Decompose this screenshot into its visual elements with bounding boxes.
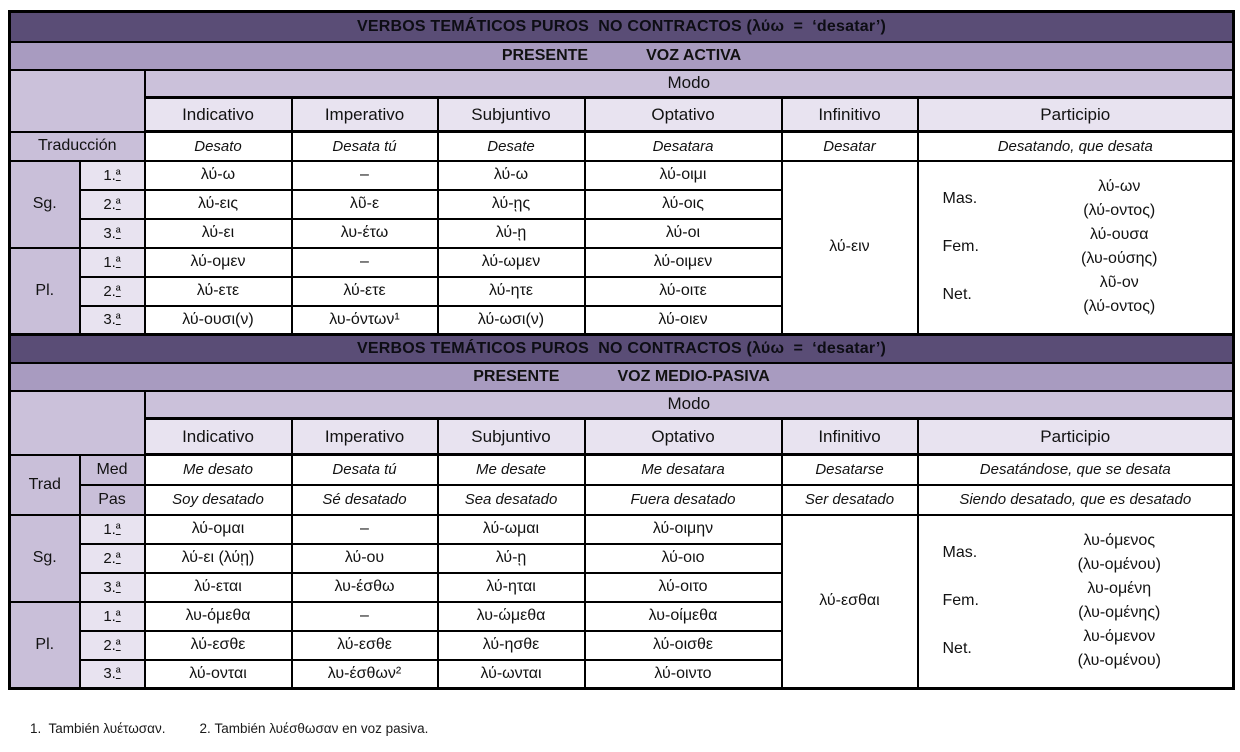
form-cell: λῦ-ε	[292, 190, 438, 219]
form-cell: λυ-έσθων²	[292, 660, 438, 689]
form-cell: λυ-οίμεθα	[585, 602, 782, 631]
form-cell: λύ-οιτο	[585, 573, 782, 602]
form-cell: λύ-οιμεν	[585, 248, 782, 277]
participle-neuter: Net. λυ-όμενον (λυ-ομένου)	[942, 628, 1161, 670]
number-label-pl: Pl.	[10, 602, 80, 689]
footnote	[30, 721, 1232, 736]
translation-cell: Desatara	[585, 132, 782, 161]
translation-cell: Siendo desatado, que es desatado	[918, 485, 1234, 515]
translation-cell: Desatar	[782, 132, 918, 161]
person-label-2: 2.ª	[80, 631, 145, 660]
form-cell: λύ-οις	[585, 190, 782, 219]
form-cell: λύ-ω	[145, 161, 292, 190]
person-label-2: 2.ª	[80, 544, 145, 573]
form-cell: λυ-έσθω	[292, 573, 438, 602]
participle-feminine: Fem. λύ-ουσα (λυ-ούσης)	[942, 226, 1158, 268]
person-label-2: 2.ª	[80, 277, 145, 306]
form-cell: λύ-ου	[292, 544, 438, 573]
corner-cell	[10, 70, 145, 132]
trad-label: Trad	[10, 455, 80, 515]
form-cell: λύ-ει (λύῃ)	[145, 544, 292, 573]
translation-cell: Sea desatado	[438, 485, 585, 515]
present-medio-passive-table	[8, 333, 1235, 690]
person-label-3: 3.ª	[80, 219, 145, 248]
translation-cell: Me desatara	[585, 455, 782, 485]
participio-cell	[918, 515, 1234, 689]
form-cell: λύ-ετε	[292, 277, 438, 306]
col-header-imperativo: Imperativo	[292, 98, 438, 132]
form-cell: λύ-οιντο	[585, 660, 782, 689]
form-cell: λύ-ονται	[145, 660, 292, 689]
med-label: Med	[80, 455, 145, 485]
form-cell: λυ-όμεθα	[145, 602, 292, 631]
participle-masculine: Mas. λύ-ων (λύ-οντος)	[942, 178, 1156, 220]
participle-neuter: Net. λῦ-ον (λύ-οντος)	[942, 274, 1156, 316]
table-title: VERBOS TEMÁTICOS PUROS NO CONTRACTOS (λύω = ‘desatar’)	[10, 335, 1234, 363]
form-cell: λύ-ω	[438, 161, 585, 190]
form-cell: –	[292, 161, 438, 190]
form-cell: λυ-όντων¹	[292, 306, 438, 335]
present-active-table	[8, 10, 1235, 336]
col-header-participio: Participio	[918, 98, 1234, 132]
form-cell: λύ-οιμι	[585, 161, 782, 190]
col-header-participio: Participio	[918, 419, 1234, 455]
tense-voice-subtitle	[10, 42, 1234, 70]
footnote-1: 1. También λυέτωσαν.	[30, 721, 166, 736]
participle-masculine: Mas. λυ-όμενος (λυ-ομένου)	[942, 532, 1161, 574]
form-cell: λύ-οιο	[585, 544, 782, 573]
form-cell: λύ-ῃς	[438, 190, 585, 219]
form-cell: λύ-ει	[145, 219, 292, 248]
col-header-optativo: Optativo	[585, 98, 782, 132]
tense-label: PRESENTE	[501, 46, 589, 64]
col-header-imperativo: Imperativo	[292, 419, 438, 455]
form-cell: λύ-εσθε	[292, 631, 438, 660]
translation-cell: Ser desatado	[782, 485, 918, 515]
form-cell: λύ-ωμαι	[438, 515, 585, 544]
form-cell: –	[292, 248, 438, 277]
form-cell: λύ-ητε	[438, 277, 585, 306]
modo-header: Modo	[145, 391, 1234, 419]
form-cell: λύ-ωνται	[438, 660, 585, 689]
form-cell: λύ-ετε	[145, 277, 292, 306]
col-header-subjuntivo: Subjuntivo	[438, 98, 585, 132]
form-cell: λύ-ομεν	[145, 248, 292, 277]
translation-cell: Desata tú	[292, 132, 438, 161]
person-label-1: 1.ª	[80, 248, 145, 277]
number-label-sg: Sg.	[10, 161, 80, 248]
form-cell: λύ-εσθε	[145, 631, 292, 660]
col-header-infinitivo: Infinitivo	[782, 98, 918, 132]
participio-cell	[918, 161, 1234, 335]
person-label-3: 3.ª	[80, 306, 145, 335]
person-label-1: 1.ª	[80, 515, 145, 544]
table-title: VERBOS TEMÁTICOS PUROS NO CONTRACTOS (λύω = ‘desatar’)	[10, 12, 1234, 42]
person-label-2: 2.ª	[80, 190, 145, 219]
col-header-infinitivo: Infinitivo	[782, 419, 918, 455]
conjugation-sheet	[8, 10, 1232, 736]
form-cell: λύ-οιεν	[585, 306, 782, 335]
modo-header: Modo	[145, 70, 1234, 98]
translation-cell: Me desate	[438, 455, 585, 485]
form-cell: λύ-ομαι	[145, 515, 292, 544]
form-cell: λύ-εται	[145, 573, 292, 602]
voice-label: VOZ ACTIVA	[646, 46, 742, 64]
person-label-1: 1.ª	[80, 602, 145, 631]
pas-label: Pas	[80, 485, 145, 515]
corner-cell	[10, 391, 145, 455]
form-cell: λύ-ηται	[438, 573, 585, 602]
form-cell: λυ-ώμεθα	[438, 602, 585, 631]
form-cell: λύ-ῃ	[438, 219, 585, 248]
translation-cell: Soy desatado	[145, 485, 292, 515]
col-header-subjuntivo: Subjuntivo	[438, 419, 585, 455]
person-label-1: 1.ª	[80, 161, 145, 190]
infinitivo-form: λύ-ειν	[782, 161, 918, 335]
number-label-sg: Sg.	[10, 515, 80, 602]
participle-feminine: Fem. λυ-ομένη (λυ-ομένης)	[942, 580, 1161, 622]
translation-cell: Sé desatado	[292, 485, 438, 515]
form-cell: λυ-έτω	[292, 219, 438, 248]
form-cell: λύ-ωσι(ν)	[438, 306, 585, 335]
form-cell: λύ-ωμεν	[438, 248, 585, 277]
form-cell: λύ-οισθε	[585, 631, 782, 660]
person-label-3: 3.ª	[80, 573, 145, 602]
translation-cell: Desate	[438, 132, 585, 161]
voice-label: VOZ MEDIO-PASIVA	[617, 367, 770, 385]
form-cell: λύ-ῃ	[438, 544, 585, 573]
col-header-indicativo: Indicativo	[145, 98, 292, 132]
form-cell: λύ-οι	[585, 219, 782, 248]
form-cell: –	[292, 515, 438, 544]
infinitivo-form: λύ-εσθαι	[782, 515, 918, 689]
person-label-3: 3.ª	[80, 660, 145, 689]
tense-voice-subtitle	[10, 363, 1234, 391]
traduccion-label: Traducción	[10, 132, 145, 161]
translation-cell: Desato	[145, 132, 292, 161]
form-cell: λύ-οιμην	[585, 515, 782, 544]
form-cell: λύ-εις	[145, 190, 292, 219]
tense-label: PRESENTE	[473, 367, 560, 385]
translation-cell: Fuera desatado	[585, 485, 782, 515]
translation-cell: Desatando, que desata	[918, 132, 1234, 161]
number-label-pl: Pl.	[10, 248, 80, 335]
col-header-indicativo: Indicativo	[145, 419, 292, 455]
translation-cell: Desata tú	[292, 455, 438, 485]
form-cell: λύ-οιτε	[585, 277, 782, 306]
col-header-optativo: Optativo	[585, 419, 782, 455]
form-cell: λύ-ουσι(ν)	[145, 306, 292, 335]
translation-cell: Me desato	[145, 455, 292, 485]
form-cell: λύ-ησθε	[438, 631, 585, 660]
translation-cell: Desatarse	[782, 455, 918, 485]
form-cell: –	[292, 602, 438, 631]
translation-cell: Desatándose, que se desata	[918, 455, 1234, 485]
footnote-2: 2. También λυέσθωσαν en voz pasiva.	[199, 721, 429, 736]
